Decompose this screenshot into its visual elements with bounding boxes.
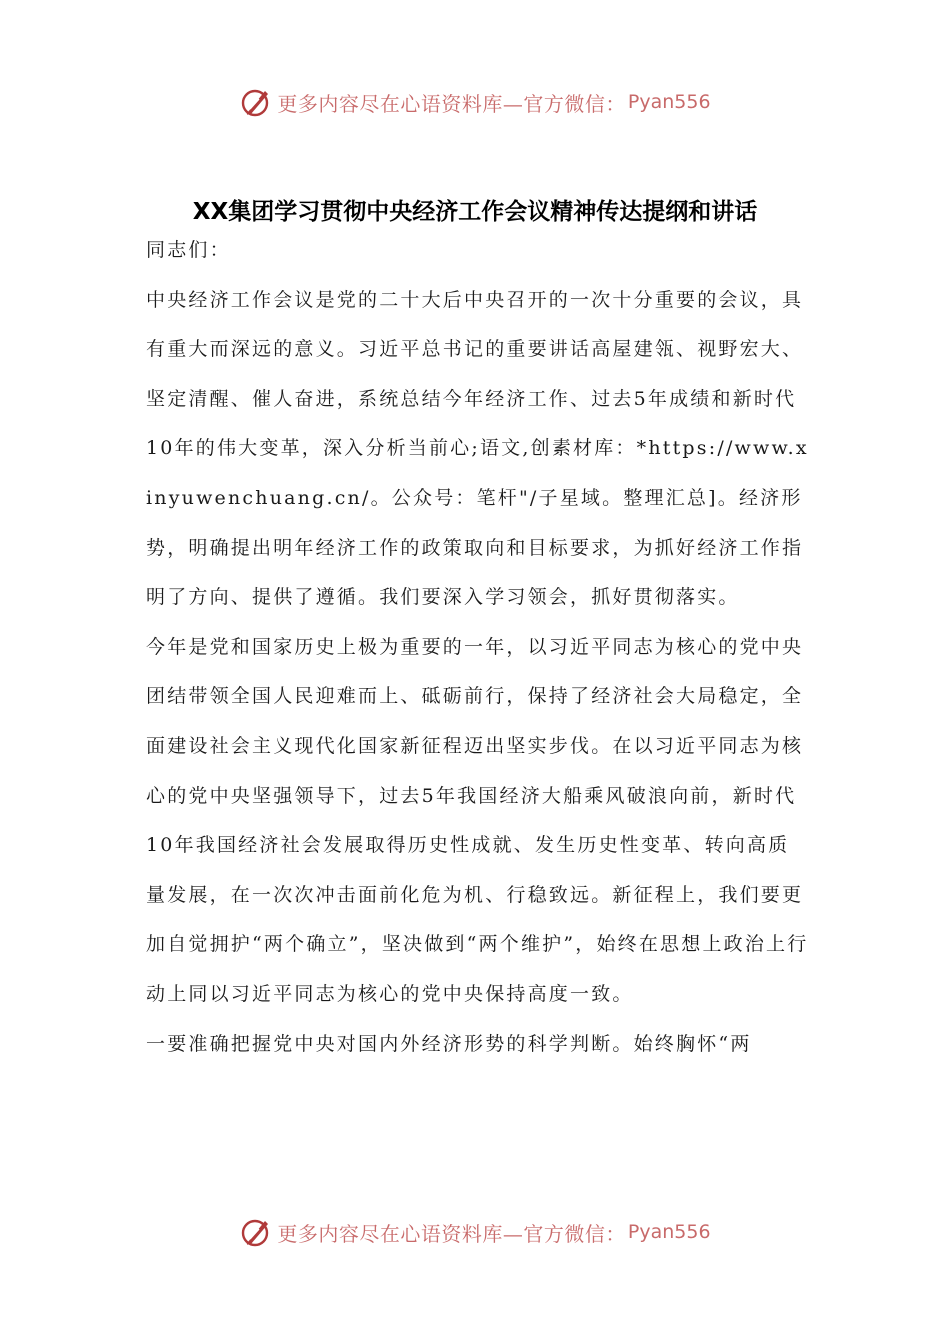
- quill-pen-logo-icon: [239, 1215, 273, 1249]
- banner-text: 更多内容尽在心语资料库—官方微信：: [277, 1221, 626, 1246]
- document-title: XX集团学习贯彻中央经济工作会议精神传达提纲和讲话: [192, 199, 758, 225]
- header-banner: [0, 80, 950, 124]
- banner-wechat-id: Pyan556: [627, 91, 711, 113]
- document-body: [146, 226, 810, 1069]
- paragraph: 一要准确把握党中央对国内外经济形势的科学判断。始终胸怀“两: [146, 1032, 752, 1055]
- footer-banner: [0, 1210, 950, 1254]
- quill-pen-logo-icon: [239, 85, 273, 119]
- banner-wechat-id: Pyan556: [627, 1221, 711, 1243]
- greeting: 同志们：: [146, 239, 231, 261]
- paragraph: 中央经济工作会议是党的二十大后中央召开的一次十分重要的会议，具有重大而深远的意义。习近平总书记的重要讲话高屋建瓴、视野宏大、坚定清醒、催人奋进，系统总结今年经济工作、过去5年成绩和新时代10年的伟大变革，深入分析当前心;语文,创素材库：*https://www.xinyuwenchuang.cn/。公众号：笔杆"/子星域。整理汇总]。经济形势，明确提出明年经济工作的政策取向和目标要求，为抓好经济工作指明了方向、提供了遵循。我们要深入学习领会，抓好贯彻落实。: [146, 288, 809, 609]
- banner-text: 更多内容尽在心语资料库—官方微信：: [277, 91, 626, 116]
- paragraph: 今年是党和国家历史上极为重要的一年，以习近平同志为核心的党中央团结带领全国人民迎难而上、砥砺前行，保持了经济社会大局稳定，全面建设社会主义现代化国家新征程迈出坚实步伐。在以习近平同志为核心的党中央坚强领导下，过去5年我国经济大船乘风破浪向前，新时代10年我国经济社会发展取得历史性成就、发生历史性变革、转向高质量发展，在一次次冲击面前化危为机、行稳致远。新征程上，我们要更加自觉拥护“两个确立”，坚决做到“两个维护”，始终在思想上政治上行动上同以习近平同志为核心的党中央保持高度一致。: [146, 635, 809, 1005]
